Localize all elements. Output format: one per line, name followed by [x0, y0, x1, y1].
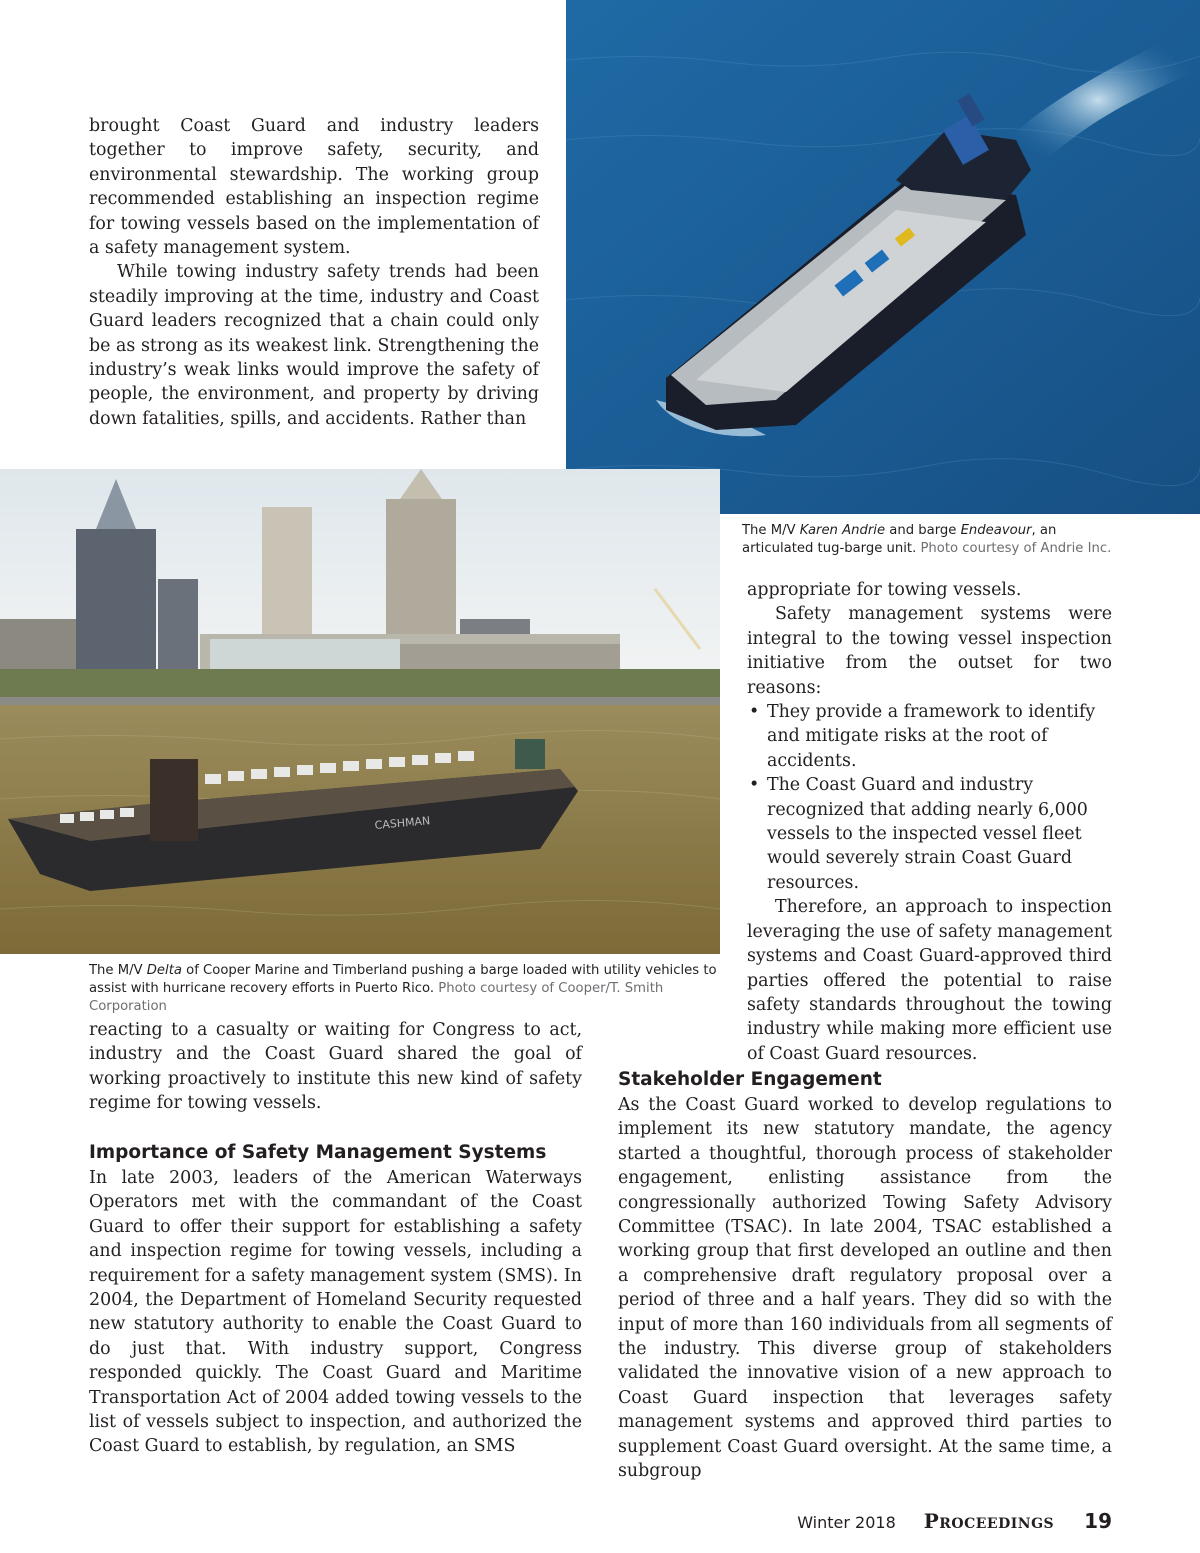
caption-top-post: , an articulated tug-barge unit.: [742, 523, 1057, 556]
photo-barge-on-river: [0, 469, 720, 954]
photo-tug-barge-at-sea: [566, 0, 1200, 514]
section-heading-stakeholder: Stakeholder Engagement: [618, 1069, 882, 1090]
barge-name-label: CASHMAN: [374, 814, 431, 832]
sms-paragraph: In late 2003, leaders of the American Waterways Operators met with the commandant of the Coast Guard to offer their support for establishing a safety and inspection regime for towing vessels, including a requirement for a safety management system (SMS). In 2004, the Department of Homeland Security requested new statutory authority to enable the Coast Guard to do just that. With industry support, Congress responded quickly. The Coast Guard and Maritime Transportation Act of 2004 added towing vessels to the list of vessels subject to inspection, and authorized the Coast Guard to establish, by regulation, an SMS: [89, 1168, 582, 1457]
left-paragraph-continuation: reacting to a casualty or waiting for Congress to act, industry and the Coast Guard shared the goal of working proactively to institute this new kind of safety regime for towing vessels.: [89, 1020, 582, 1114]
intro-paragraph-2: While towing industry safety trends had been steadily improving at the time, industry and Coast Guard leaders recognized that a chain could only be as strong as its weakest link. Strengthening the industry’s weak links would improve the safety of people, the environment, and property by driving down fatalities, spills, and accidents. Rather than: [89, 262, 539, 429]
page-number: 19: [1084, 1509, 1112, 1533]
caption-top-mid: and barge: [885, 523, 961, 538]
right-paragraph-3: Therefore, an approach to inspection leveraging the use of safety management systems and Coast Guard-approved third parties offered the potential to raise safety standards throughout the towing industry while making more efficient use of Coast Guard resources.: [747, 897, 1112, 1064]
bullet-item: • The Coast Guard and industry recognized that adding nearly 6,000 vessels to the inspected vessel fleet would severely strain Coast Guard resources.: [747, 773, 1112, 895]
intro-paragraph-1: brought Coast Guard and industry leaders together to improve safety, security, and environmental stewardship. The working group recommended establishing an inspection regime for towing vessels based on the implementation of a safety management system.: [89, 116, 539, 259]
section-heading-sms: Importance of Safety Management Systems: [89, 1142, 547, 1163]
intro-text-block: [89, 114, 539, 431]
river-scene: [0, 469, 720, 954]
right-paragraph-2: Safety management systems were integral to the towing vessel inspection initiative from the outset for two reasons:: [747, 604, 1112, 698]
caption-top-vessel: Karen Andrie: [799, 523, 886, 538]
magazine-title: Proceedings: [923, 1509, 1055, 1533]
caption-top-photo: [742, 522, 1122, 558]
caption-bottom-vessel: Delta: [146, 963, 182, 978]
right-column-text-block: [747, 578, 1112, 1066]
ocean-scene: [566, 0, 1200, 514]
caption-top-barge: Endeavour: [960, 523, 1032, 538]
right-paragraph-1: appropriate for towing vessels.: [747, 580, 1022, 600]
caption-bottom-photo: [89, 962, 725, 1016]
left-continuation-text: [89, 1018, 582, 1116]
reasons-bullet-list: [747, 700, 1112, 895]
caption-bottom-post: of Cooper Marine and Timberland pushing a barge loaded with utility vehicles to assist with hurricane recovery efforts in Puerto Rico.: [89, 963, 717, 996]
issue-date: Winter 2018: [797, 1513, 896, 1532]
stakeholder-section-text: [618, 1093, 1112, 1484]
bullet-item: • They provide a framework to identify and mitigate risks at the root of accidents.: [747, 700, 1112, 773]
page-footer: [797, 1509, 1112, 1539]
caption-bottom-pre: The M/V: [89, 963, 147, 978]
sms-section-text: [89, 1166, 582, 1459]
caption-bottom-credit: Photo courtesy of Cooper/T. Smith Corporation: [89, 981, 664, 1014]
stakeholder-paragraph: As the Coast Guard worked to develop regulations to implement its new statutory mandate, the agency started a thoughtful, thorough process of stakeholder engagement, enlisting assistance from the congressionally authorized Towing Safety Advisory Committee (TSAC). In late 2004, TSAC established a working group that first developed an outline and then a comprehensive draft regulatory proposal over a period of three and a half years. They did so with the input of more than 160 individuals from all segments of the industry. This diverse group of stakeholders validated the innovative vision of a new approach to Coast Guard inspection that leverages safety management systems and approved third parties to supplement Coast Guard oversight. At the same time, a subgroup: [618, 1095, 1112, 1482]
caption-top-pre: The M/V: [742, 523, 800, 538]
caption-top-credit: Photo courtesy of Andrie Inc.: [920, 541, 1112, 556]
